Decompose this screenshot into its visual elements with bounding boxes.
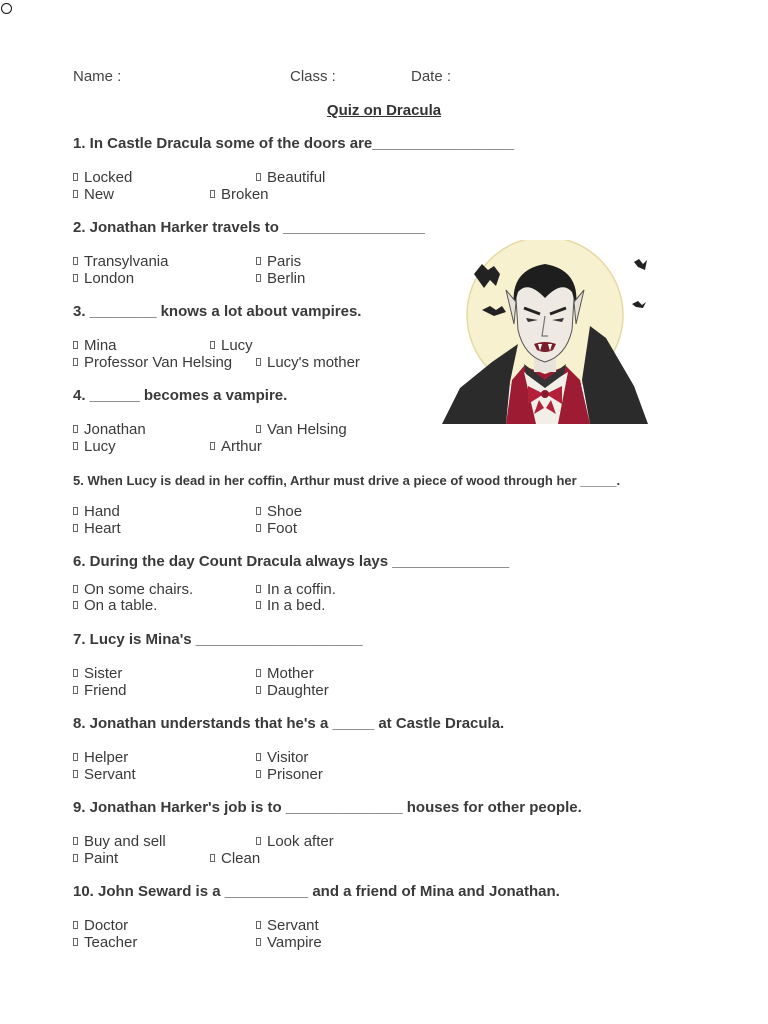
option-10-d[interactable]: Vampire <box>256 934 322 951</box>
checkbox-icon <box>256 938 261 946</box>
checkbox-icon <box>256 686 261 694</box>
checkbox-icon <box>210 854 215 862</box>
option-9-c[interactable]: Paint <box>73 850 118 867</box>
option-5-a[interactable]: Hand <box>73 503 120 520</box>
checkbox-icon <box>73 601 78 609</box>
question-9: 9. Jonathan Harker's job is to ______________ houses for other people. <box>73 799 582 816</box>
checkbox-icon <box>256 358 261 366</box>
checkbox-icon <box>73 358 78 366</box>
option-7-d[interactable]: Daughter <box>256 682 329 699</box>
question-2: 2. Jonathan Harker travels to _________________ <box>73 219 425 236</box>
option-2-b[interactable]: Paris <box>256 253 301 270</box>
option-9-b[interactable]: Look after <box>256 833 334 850</box>
checkbox-icon <box>256 921 261 929</box>
checkbox-icon <box>256 585 261 593</box>
checkbox-icon <box>73 524 78 532</box>
option-1-b[interactable]: Beautiful <box>256 169 325 186</box>
question-6: 6. During the day Count Dracula always lays ______________ <box>73 553 510 570</box>
checkbox-icon <box>73 938 78 946</box>
checkbox-icon <box>256 507 261 515</box>
checkbox-icon <box>73 669 78 677</box>
checkbox-icon <box>256 669 261 677</box>
question-7: 7. Lucy is Mina's ____________________ <box>73 631 363 648</box>
option-6-b[interactable]: In a coffin. <box>256 581 336 598</box>
option-2-c[interactable]: London <box>73 270 134 287</box>
checkbox-icon <box>256 770 261 778</box>
checkbox-icon <box>73 921 78 929</box>
checkbox-icon <box>73 274 78 282</box>
checkbox-icon <box>73 425 78 433</box>
option-3-d[interactable]: Lucy's mother <box>256 354 360 371</box>
option-5-b[interactable]: Shoe <box>256 503 302 520</box>
option-4-b[interactable]: Van Helsing <box>256 421 347 438</box>
option-2-d[interactable]: Berlin <box>256 270 305 287</box>
option-8-c[interactable]: Servant <box>73 766 136 783</box>
question-3: 3. ________ knows a lot about vampires. <box>73 303 362 320</box>
option-10-a[interactable]: Doctor <box>73 917 128 934</box>
checkbox-icon <box>256 524 261 532</box>
dracula-illustration <box>440 240 650 426</box>
checkbox-icon <box>73 190 78 198</box>
option-3-b[interactable]: Lucy <box>210 337 253 354</box>
checkbox-icon <box>210 442 215 450</box>
option-6-d[interactable]: In a bed. <box>256 597 325 614</box>
checkbox-icon <box>256 837 261 845</box>
checkbox-icon <box>73 257 78 265</box>
option-7-a[interactable]: Sister <box>73 665 122 682</box>
option-3-c[interactable]: Professor Van Helsing <box>73 354 232 371</box>
option-3-a[interactable]: Mina <box>73 337 117 354</box>
radio-button-icon[interactable] <box>1 3 12 14</box>
page-title: Quiz on Dracula <box>326 102 442 119</box>
checkbox-icon <box>73 686 78 694</box>
option-7-c[interactable]: Friend <box>73 682 127 699</box>
option-4-d[interactable]: Arthur <box>210 438 262 455</box>
option-6-a[interactable]: On some chairs. <box>73 581 193 598</box>
option-6-c[interactable]: On a table. <box>73 597 157 614</box>
checkbox-icon <box>73 837 78 845</box>
checkbox-icon <box>73 442 78 450</box>
checkbox-icon <box>256 601 261 609</box>
checkbox-icon <box>210 190 215 198</box>
question-10: 10. John Seward is a __________ and a friend of Mina and Jonathan. <box>73 883 560 900</box>
option-8-a[interactable]: Helper <box>73 749 128 766</box>
checkbox-icon <box>210 341 215 349</box>
option-7-b[interactable]: Mother <box>256 665 314 682</box>
question-4: 4. ______ becomes a vampire. <box>73 387 288 404</box>
class-label: Class : <box>290 68 336 85</box>
option-8-d[interactable]: Prisoner <box>256 766 323 783</box>
checkbox-icon <box>256 173 261 181</box>
question-8: 8. Jonathan understands that he's a _____ at Castle Dracula. <box>73 715 505 732</box>
option-2-a[interactable]: Transylvania <box>73 253 168 270</box>
option-1-c[interactable]: New <box>73 186 114 203</box>
option-10-b[interactable]: Servant <box>256 917 319 934</box>
checkbox-icon <box>73 770 78 778</box>
checkbox-icon <box>73 507 78 515</box>
option-8-b[interactable]: Visitor <box>256 749 308 766</box>
checkbox-icon <box>256 753 261 761</box>
date-label: Date : <box>411 68 452 85</box>
option-10-c[interactable]: Teacher <box>73 934 137 951</box>
checkbox-icon <box>73 585 78 593</box>
option-1-d[interactable]: Broken <box>210 186 269 203</box>
checkbox-icon <box>256 274 261 282</box>
checkbox-icon <box>73 854 78 862</box>
option-9-d[interactable]: Clean <box>210 850 260 867</box>
option-5-c[interactable]: Heart <box>73 520 121 537</box>
checkbox-icon <box>256 425 261 433</box>
checkbox-icon <box>73 753 78 761</box>
option-9-a[interactable]: Buy and sell <box>73 833 166 850</box>
checkbox-icon <box>73 341 78 349</box>
question-5: 5. When Lucy is dead in her coffin, Arthur must drive a piece of wood through her _____. <box>73 473 621 488</box>
option-4-a[interactable]: Jonathan <box>73 421 146 438</box>
checkbox-icon <box>256 257 261 265</box>
option-1-a[interactable]: Locked <box>73 169 132 186</box>
checkbox-icon <box>73 173 78 181</box>
question-1: 1. In Castle Dracula some of the doors are_________________ <box>73 135 515 152</box>
option-4-c[interactable]: Lucy <box>73 438 116 455</box>
name-label: Name : <box>73 68 122 85</box>
option-5-d[interactable]: Foot <box>256 520 297 537</box>
